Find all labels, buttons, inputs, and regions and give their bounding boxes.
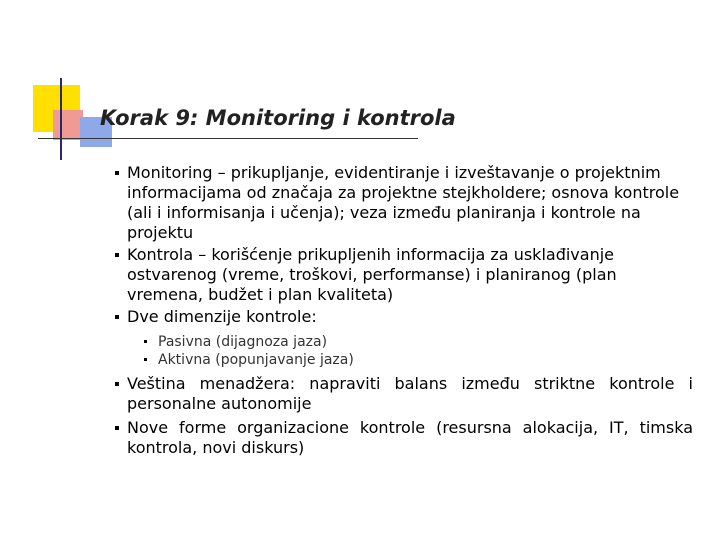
sub-bullet-aktivna: [158, 351, 678, 369]
bullet-item-vestina: [127, 374, 693, 414]
bullet-text: Nove forme organizacione kontrole (resursna alokacija, IT, timska kontrola, novi diskurs): [127, 418, 693, 457]
square-bullet-icon: [144, 358, 147, 361]
sub-bullet-text: Pasivna (dijagnoza jaza): [158, 334, 328, 350]
bullet-item-dimenzije: [127, 307, 693, 327]
square-bullet-icon: [115, 382, 119, 386]
decor-vertical-line: [60, 78, 62, 160]
sub-bullet-text: Aktivna (popunjavanje jaza): [158, 352, 354, 368]
bullet-text: Kontrola – korišćenje prikupljenih informacija za usklađivanje ostvarenog (vreme, troškovi, performanse) i planiranog (plan vremena, budžet i plan kvaliteta): [127, 245, 617, 304]
bullet-item-nove-forme: [127, 418, 693, 458]
sub-bullet-pasivna: [158, 333, 678, 351]
slide-title: Korak 9: Monitoring i kontrola: [100, 106, 456, 130]
bullet-item-kontrola: [127, 245, 693, 305]
decor-red-square: [53, 110, 83, 140]
bullet-text: Veština menadžera: napraviti balans između striktne kontrole i personalne autonomije: [127, 374, 693, 413]
square-bullet-icon: [115, 171, 119, 175]
square-bullet-icon: [115, 253, 119, 257]
square-bullet-icon: [144, 340, 147, 343]
square-bullet-icon: [115, 315, 119, 319]
bullet-item-monitoring: [127, 163, 693, 243]
bullet-text: Dve dimenzije kontrole:: [127, 307, 317, 326]
title-underline: [38, 138, 418, 139]
square-bullet-icon: [115, 426, 119, 430]
bullet-text: Monitoring – prikupljanje, evidentiranje i izveštavanje o projektnim informacijama od značaja za projektne stejkholdere; osnova kontrole (ali i informisanja i učenja); veza između planiranja i kontrole na projektu: [127, 163, 680, 242]
